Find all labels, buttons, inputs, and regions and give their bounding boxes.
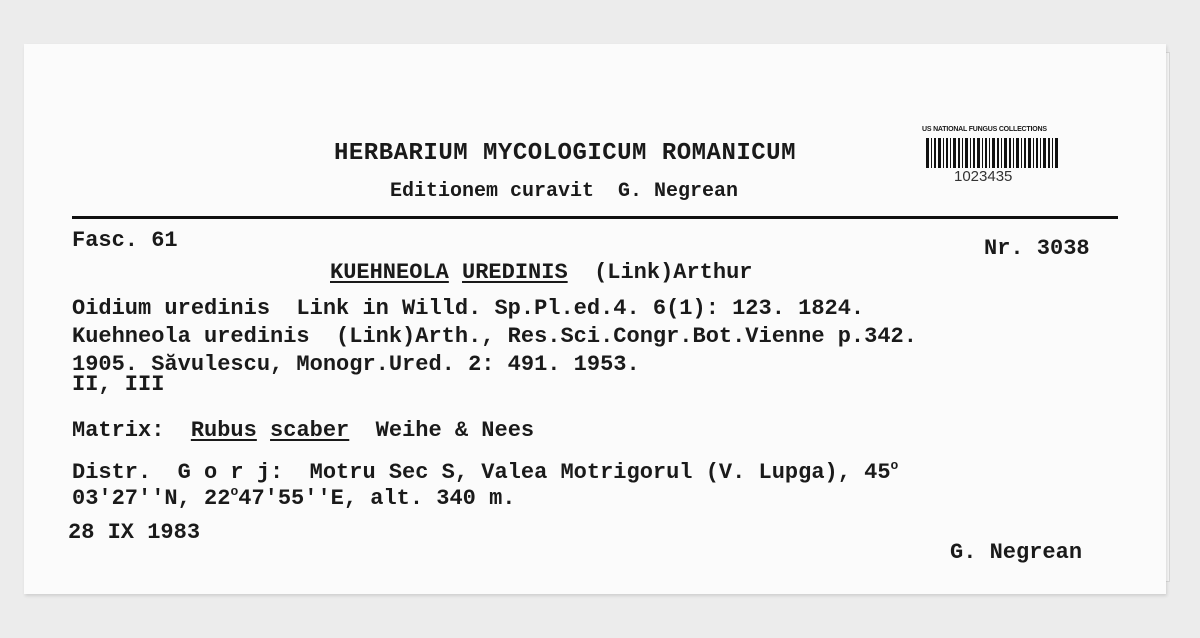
species-genus: KUEHNEOLA <box>330 260 449 285</box>
distribution-line-1 <box>72 458 898 485</box>
synonymy-line-3: 1905. Săvulescu, Monogr.Ured. 2: 491. 1953. <box>72 352 640 377</box>
host-epithet: scaber <box>270 418 350 443</box>
host-author: Weihe & Nees <box>375 418 535 443</box>
specimen-number: Nr. 3038 <box>984 236 1090 261</box>
barcode-collection-name: US NATIONAL FUNGUS COLLECTIONS <box>922 126 1047 133</box>
spore-stages: II, III <box>72 372 165 397</box>
barcode-number: 1023435 <box>954 168 1013 185</box>
degree-sign: o <box>890 458 899 473</box>
species-author: (Link)Arthur <box>594 260 753 285</box>
species-epithet: UREDINIS <box>462 260 568 285</box>
editor-line: Editionem curavit G. Negrean <box>390 180 739 203</box>
distribution-text-1: Distr. G o r j: Motru Sec S, Valea Motrigorul (V. Lupga), 45 <box>72 460 891 485</box>
barcode-icon <box>926 138 1060 168</box>
degree-sign: o <box>230 484 239 499</box>
host-genus: Rubus <box>190 418 257 443</box>
distribution-text-2a: 03'27''N, 22 <box>72 486 231 511</box>
barcode-sticker <box>920 126 1070 190</box>
collection-date: 28 IX 1983 <box>68 520 201 545</box>
distribution-line-2 <box>72 484 516 511</box>
species-name <box>330 260 753 285</box>
synonymy-line-2: Kuehneola uredinis (Link)Arth., Res.Sci.Congr.Bot.Vienne p.342. <box>72 324 917 349</box>
collector-name: G. Negrean <box>950 540 1083 565</box>
header-divider <box>72 216 1118 219</box>
fascicle-number: Fasc. 61 <box>72 228 178 253</box>
distribution-text-2b: 47'55''E, alt. 340 m. <box>238 486 516 511</box>
herbarium-title: HERBARIUM MYCOLOGICUM ROMANICUM <box>334 140 796 167</box>
matrix-label: Matrix: <box>72 418 165 443</box>
host-line <box>72 418 534 443</box>
synonymy-line-1: Oidium uredinis Link in Willd. Sp.Pl.ed.4. 6(1): 123. 1824. <box>72 296 865 321</box>
